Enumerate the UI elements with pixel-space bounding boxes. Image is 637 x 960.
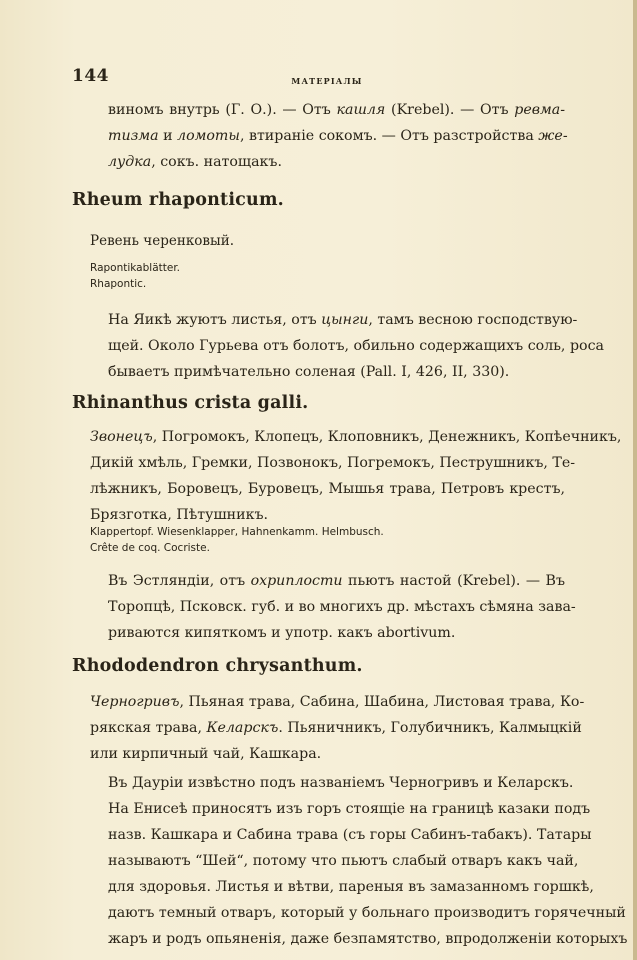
- synonyms-paragraph: [90, 689, 585, 767]
- text-line: [108, 149, 565, 175]
- text-line: [108, 594, 576, 620]
- text-run: На Енисеѣ приносятъ изъ горъ стоящіе на границѣ казаки подъ: [108, 801, 591, 817]
- text-line: [108, 97, 565, 123]
- text-line: [108, 926, 628, 952]
- italic-term: ревма-: [514, 102, 566, 118]
- text-run: Дикій хмѣль, Гремки, Позвонокъ, Погремокъ, Пеструшникъ, Те-: [90, 455, 576, 471]
- text-line: [108, 770, 574, 796]
- text-run: Въ Дауріи извѣстно подъ названіемъ Черногривъ и Келарскъ.: [108, 775, 574, 791]
- text-line: [90, 741, 565, 767]
- text-line: [108, 359, 565, 385]
- italic-term: тизма: [108, 128, 159, 144]
- text-run: , тамъ весною господствую-: [368, 312, 578, 328]
- section-heading: Rhododendron chrysanthum.: [72, 656, 363, 676]
- text-run: назв. Кашкара и Сабина трава (съ горы Сабинъ-табакъ). Татары: [108, 827, 592, 843]
- russian-name: Ревень черенковый.: [90, 233, 235, 249]
- section-notes: [108, 568, 576, 646]
- italic-term: лудка: [108, 154, 152, 170]
- italic-term: Звонецъ: [90, 429, 153, 445]
- text-run: виномъ внутрь (Г. О.). — Отъ: [108, 102, 337, 118]
- italic-term: цынги: [321, 312, 369, 328]
- italic-term: же-: [538, 128, 568, 144]
- text-run: пьютъ настой (Krebel). — Въ: [342, 573, 565, 589]
- text-run: . Пьяничникъ, Голубичникъ, Калмыцкій: [278, 720, 582, 736]
- text-line: [108, 822, 592, 848]
- page-number: 144: [72, 66, 109, 86]
- text-line: [108, 568, 565, 594]
- foreign-name-line: Rhapontic.: [90, 278, 147, 290]
- text-run: называютъ “Шей“, потому что пьютъ слабый отваръ какъ чай,: [108, 853, 579, 869]
- text-run: , Пьяная трава, Сабина, Шабина, Листовая трава, Ко-: [179, 694, 585, 710]
- text-run: для здоровья. Листья и вѣтви, пареныя въ замазанномъ горшкѣ,: [108, 879, 594, 895]
- italic-term: охриплости: [250, 573, 343, 589]
- text-run: , Погромокъ, Клопецъ, Клоповникъ, Денежникъ, Копѣечникъ,: [152, 429, 622, 445]
- foreign-name-line: Crête de coq. Cocriste.: [90, 542, 210, 554]
- text-run: даютъ темный отваръ, который у больнаго производитъ горячечный: [108, 905, 626, 921]
- text-line: [108, 848, 579, 874]
- text-run: (Krebel). — Отъ: [385, 102, 515, 118]
- text-run: , сокъ. натощакъ.: [151, 154, 282, 170]
- foreign-name-line: Klappertopf. Wiesenklapper, Hahnenkamm. Helmbusch.: [90, 526, 384, 538]
- text-line: [90, 450, 576, 476]
- text-run: и: [158, 128, 178, 144]
- text-run: Торопцѣ, Псковск. губ. и во многихъ др. мѣстахъ сѣмяна зава-: [108, 599, 576, 615]
- text-line: [108, 620, 565, 646]
- text-run: На Яикѣ жуютъ листья, отъ: [108, 312, 322, 328]
- text-line: [108, 874, 594, 900]
- text-run: Брязготка, Пѣтушникъ.: [90, 507, 268, 523]
- text-line: [90, 476, 565, 502]
- text-run: рякская трава,: [90, 720, 207, 736]
- section-notes: [108, 770, 628, 952]
- text-line: [90, 424, 622, 450]
- synonyms-paragraph: [90, 424, 622, 528]
- italic-term: Черногривъ: [90, 694, 180, 710]
- text-run: бываетъ примѣчательно соленая (Pall. I, 426, II, 330).: [108, 364, 510, 380]
- text-run: Въ Эстляндіи, отъ: [108, 573, 251, 589]
- text-line: [108, 307, 578, 333]
- text-run: лѣжникъ, Боровецъ, Буровецъ, Мышья трава, Петровъ крестъ,: [90, 481, 565, 497]
- page-header: [72, 66, 582, 88]
- running-head: МАТЕРІАЛЫ: [291, 76, 363, 86]
- italic-term: ломоты: [177, 128, 240, 144]
- section-heading: Rhinanthus crista galli.: [72, 393, 309, 413]
- foreign-names: [90, 260, 180, 292]
- text-line: [108, 333, 604, 359]
- text-line: [108, 123, 568, 149]
- text-line: [90, 689, 585, 715]
- text-run: риваются кипяткомъ и употр. какъ abortivum.: [108, 625, 456, 641]
- text-run: или кирпичный чай, Кашкара.: [90, 746, 322, 762]
- foreign-names: [90, 524, 384, 556]
- italic-term: Келарскъ: [206, 720, 279, 736]
- section-notes: [108, 307, 604, 385]
- page-edge: [633, 0, 637, 960]
- text-run: жаръ и родъ опьяненія, даже безпамятство, впродолженіи которыхъ: [108, 931, 628, 947]
- text-line: [108, 796, 591, 822]
- section-heading: Rheum rhaponticum.: [72, 190, 284, 210]
- intro-paragraph: [108, 97, 568, 175]
- text-line: [108, 900, 626, 926]
- text-run: , втираніе сокомъ. — Отъ разстройства: [239, 128, 539, 144]
- foreign-name-line: Rapontikablätter.: [90, 262, 181, 274]
- text-line: [90, 715, 582, 741]
- italic-term: кашля: [336, 102, 386, 118]
- text-run: щей. Около Гурьева отъ болотъ, обильно содержащихъ соль, роса: [108, 338, 604, 354]
